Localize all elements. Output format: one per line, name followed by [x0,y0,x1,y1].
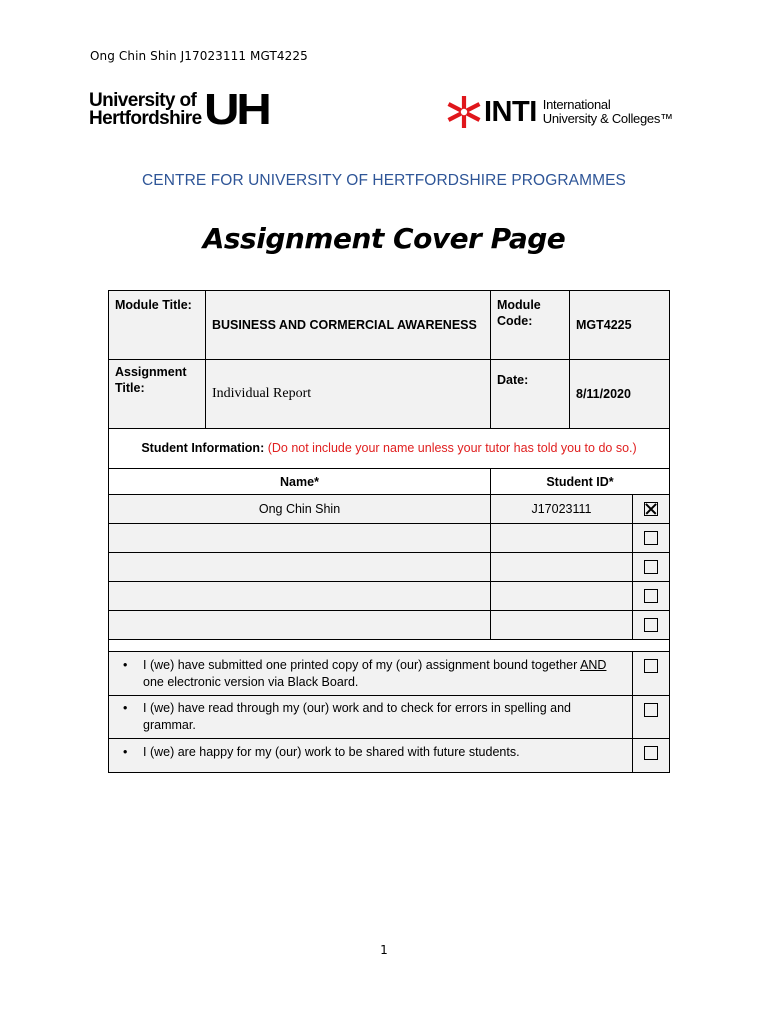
student-id-column-header: Student ID* [491,469,670,495]
student-header-line: Ong Chin Shin J17023111 MGT4225 [90,49,308,63]
checkbox[interactable] [644,618,658,632]
checkbox[interactable] [644,703,658,717]
uh-logo-mark: UH [203,85,269,134]
declaration-submission [109,652,633,696]
inti-logo-word: INTI [484,96,537,128]
student-information-label: Student Information: [141,441,265,455]
module-code-value: MGT4225 [570,291,670,360]
centre-heading: CENTRE FOR UNIVERSITY OF HERTFORDSHIRE PROGRAMMES [141,172,626,189]
checkbox[interactable] [644,531,658,545]
inti-logo-sub1: International [542,97,611,112]
university-of-hertfordshire-logo [89,85,269,134]
module-title-label: Module Title: [109,291,206,360]
student-row [109,495,670,524]
declaration-submission-text-end: one electronic version via Black Board. [143,674,359,689]
student-checkbox-cell [633,524,670,553]
student-row [109,553,670,582]
student-id-cell[interactable] [491,553,633,582]
page-number: 1 [380,943,388,957]
checkbox[interactable] [644,560,658,574]
declaration-proofread-text: • I (we) have read through my (our) work and to check for errors in spelling and grammar. [143,700,626,734]
student-row [109,582,670,611]
declaration-and-underlined: AND [580,657,607,672]
student-row [109,611,670,640]
student-checkbox-cell [633,582,670,611]
declaration-submission-text: I (we) have submitted one printed copy of my (our) assignment bound together [143,657,578,672]
student-id-cell[interactable] [491,611,633,640]
student-information-note: (Do not include your name unless your tutor has told you to do so.) [267,441,637,455]
module-code-label: Module Code: [491,291,570,360]
date-value: 8/11/2020 [570,360,670,429]
module-title-value: BUSINESS AND CORMERCIAL AWARENESS [206,291,491,360]
assignment-title-value: Individual Report [206,360,491,429]
checkbox[interactable] [644,746,658,760]
student-id-cell[interactable]: J17023111 [491,495,633,524]
student-id-cell[interactable] [491,582,633,611]
inti-logo [447,95,673,129]
cover-form-table [108,290,670,773]
student-name-cell[interactable] [109,582,491,611]
inti-star-icon [447,95,481,129]
student-name-cell[interactable] [109,611,491,640]
inti-logo-sub2: University & Colleges™ [542,111,673,126]
uh-logo-line2: Hertfordshire [89,108,202,129]
declaration-share-text: • I (we) are happy for my (our) work to be shared with future students. [143,744,626,761]
student-checkbox-cell [633,553,670,582]
student-checkbox-cell [633,495,670,524]
declaration-checkbox-cell [633,652,670,696]
student-checkbox-cell [633,611,670,640]
declaration-proofread [109,696,633,739]
page-title: Assignment Cover Page [202,222,566,255]
checkbox[interactable] [644,659,658,673]
declaration-checkbox-cell [633,696,670,739]
student-row [109,524,670,553]
uh-logo-line1: University of [89,90,197,111]
name-column-header: Name* [109,469,491,495]
checkbox[interactable] [644,589,658,603]
student-name-cell[interactable] [109,553,491,582]
declaration-share [109,739,633,773]
student-information-row [109,429,670,469]
student-name-cell[interactable]: Ong Chin Shin [109,495,491,524]
assignment-title-label: Assignment Title: [109,360,206,429]
student-id-cell[interactable] [491,524,633,553]
declaration-checkbox-cell [633,739,670,773]
date-label: Date: [491,360,570,429]
student-name-cell[interactable] [109,524,491,553]
checked-checkbox[interactable] [644,502,658,516]
spacer-row [109,640,670,652]
